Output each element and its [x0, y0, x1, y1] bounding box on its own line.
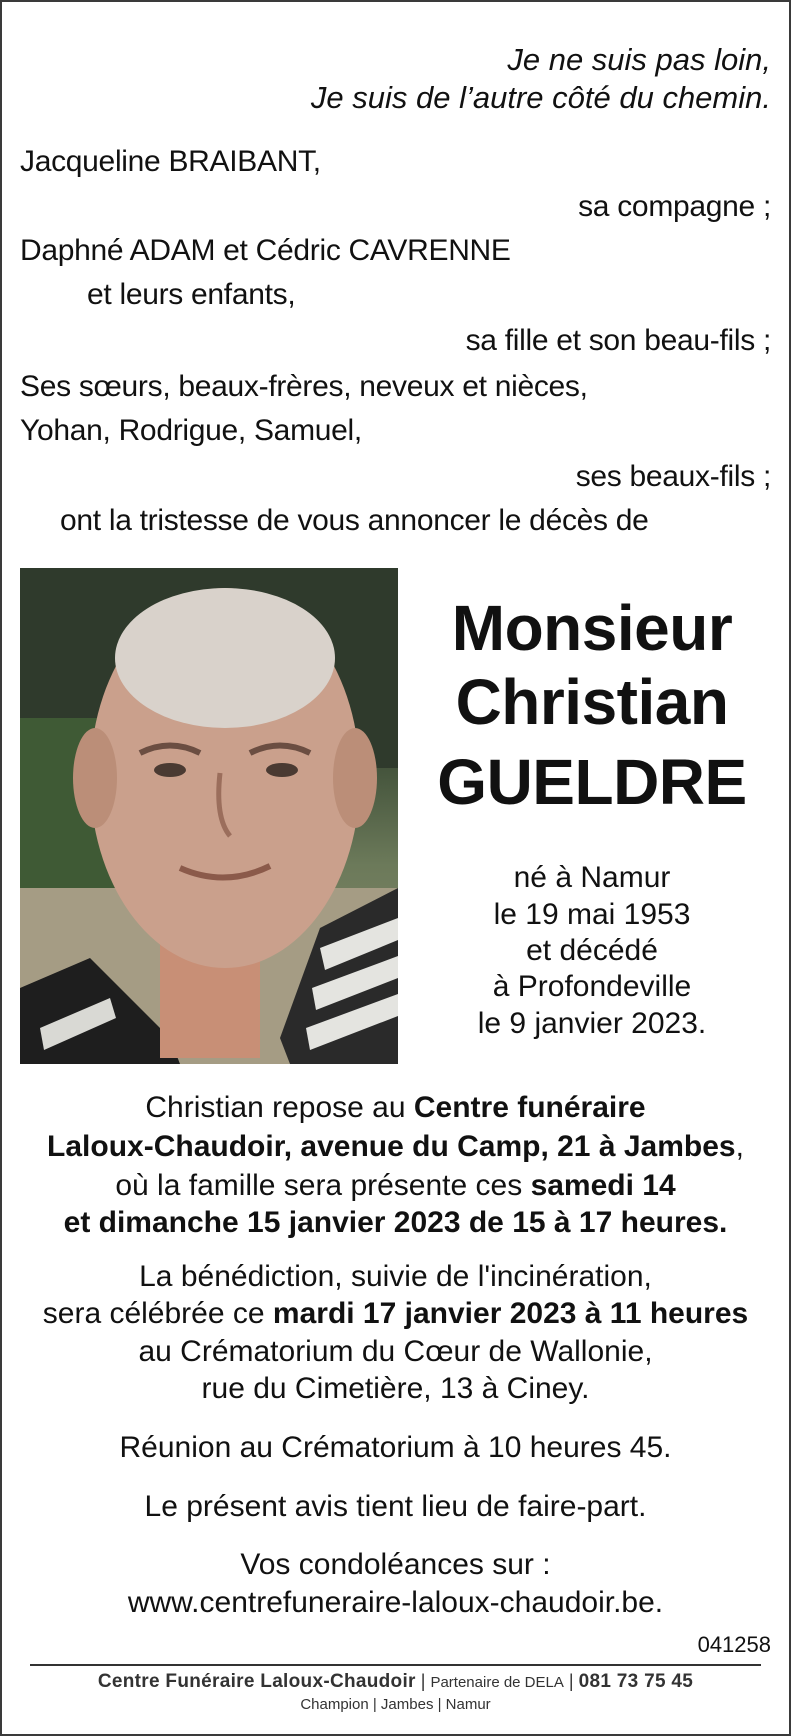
family-line-6: Ses sœurs, beaux-frères, neveux et nièces, [20, 370, 588, 403]
ceremony-line-4: rue du Cimetière, 13 à Ciney. [201, 1372, 590, 1405]
death-place: à Profondeville [492, 970, 692, 1003]
footer-partner: Partenaire de DELA [430, 1674, 564, 1691]
quote-line-1: Je ne suis pas loin, [507, 42, 771, 77]
deceased-last-name: GUELDRE [437, 746, 747, 818]
reference-number: 041258 [697, 1632, 771, 1657]
condolences-url[interactable]: www.centrefuneraire-laloux-chaudoir.be. [127, 1586, 664, 1619]
portrait-illustration [20, 568, 398, 1064]
deceased-first-name: Christian [455, 666, 729, 738]
rest-line-2 [2, 1129, 789, 1164]
birth-place: né à Namur [513, 861, 671, 894]
death-intro: et décédé [526, 934, 658, 967]
death-date: le 9 janvier 2023. [477, 1007, 707, 1040]
rest-text-1: Christian repose au [145, 1091, 414, 1124]
rest-text-2: , [735, 1130, 744, 1163]
ceremony-text-2: sera célébrée ce [42, 1297, 273, 1330]
family-line-4: et leurs enfants, [87, 278, 296, 311]
footer-divider [30, 1664, 761, 1666]
rest-bold-4: et dimanche 15 janvier 2023 de 15 à 17 heures. [63, 1206, 728, 1239]
family-line-5: sa fille et son beau-fils ; [465, 324, 771, 357]
ceremony-line-2 [2, 1296, 789, 1331]
footer-separator-2: | [568, 1671, 574, 1691]
reunion-line: Réunion au Crématorium à 10 heures 45. [119, 1431, 672, 1464]
rest-line-1 [2, 1090, 789, 1125]
footer-separator-1: | [420, 1671, 426, 1691]
rest-line-3 [2, 1168, 789, 1203]
family-line-7: Yohan, Rodrigue, Samuel, [20, 414, 362, 447]
portrait-photo [20, 568, 398, 1064]
rest-bold-2: Laloux-Chaudoir, avenue du Camp, 21 à Jambes [47, 1130, 736, 1163]
avis-line: Le présent avis tient lieu de faire-part. [144, 1490, 647, 1523]
quote-line-2: Je suis de l’autre côté du chemin. [310, 80, 771, 115]
ceremony-line-3: au Crématorium du Cœur de Wallonie, [138, 1335, 653, 1368]
ceremony-line-1: La bénédiction, suivie de l'incinération, [139, 1260, 652, 1293]
ceremony-bold-2: mardi 17 janvier 2023 à 11 heures [272, 1297, 749, 1330]
family-line-3: Daphné ADAM et Cédric CAVRENNE [20, 234, 511, 267]
rest-text-3: où la famille sera présente ces [115, 1169, 531, 1202]
footer-phone[interactable]: 081 73 75 45 [578, 1671, 694, 1692]
family-line-8: ses beaux-fils ; [575, 460, 771, 493]
rest-bold-1: Centre funéraire [413, 1091, 646, 1124]
condolences-label: Vos condoléances sur : [240, 1548, 551, 1581]
birth-date: le 19 mai 1953 [493, 898, 691, 931]
family-line-1: Jacqueline BRAIBANT, [20, 145, 321, 178]
footer-line-1 [2, 1671, 789, 1693]
family-line-9: ont la tristesse de vous annoncer le décès de [60, 504, 649, 537]
rest-line-4 [2, 1205, 789, 1240]
rest-bold-3: samedi 14 [530, 1169, 676, 1202]
footer-company: Centre Funéraire Laloux-Chaudoir [97, 1671, 416, 1692]
family-line-2: sa compagne ; [578, 190, 771, 223]
deceased-title: Monsieur [451, 592, 733, 664]
footer-locations: Champion | Jambes | Namur [300, 1696, 491, 1713]
